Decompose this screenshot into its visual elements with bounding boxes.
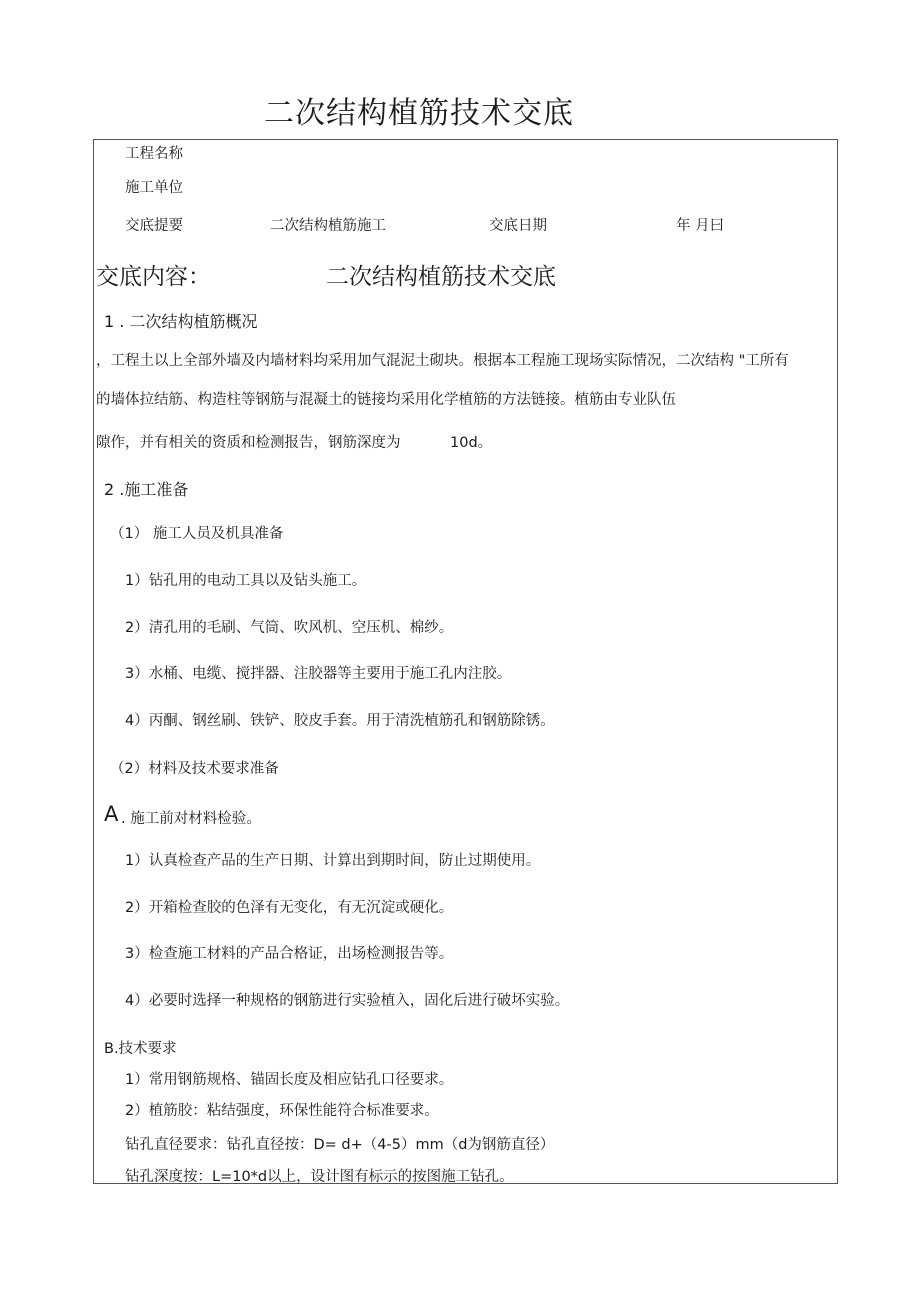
section-1-paragraph-line-3: 隙作，并有相关的资质和检测报告，钢筋深度为 xyxy=(96,435,401,451)
section-1-paragraph-line-2: 的墙体拉结筋、构造柱等钢筋与混凝土的链接均采用化学植筋的方法链接。植筋由专业队伍 xyxy=(96,392,676,408)
list-item: 4）丙酮、钢丝刷、铁铲、胶皮手套。用于清洗植筋孔和钢筋除锈。 xyxy=(125,713,555,729)
subsection-a-title: . 施工前对材料检验。 xyxy=(121,811,261,827)
project-name-label: 工程名称 xyxy=(125,146,183,162)
section-2-title: 2 .施工准备 xyxy=(104,480,189,499)
subsection-a-letter: A xyxy=(104,802,119,826)
construction-unit-label: 施工单位 xyxy=(125,180,183,196)
date-label: 交底日期 xyxy=(489,218,547,234)
content-heading: 二次结构植筋技术交底 xyxy=(326,264,556,290)
list-item: 1）钻孔用的电动工具以及钻头施工。 xyxy=(125,573,367,589)
list-item: 3）水桶、电缆、搅拌器、注胶器等主要用于施工孔内注胶。 xyxy=(125,666,512,682)
list-item: 3）检查施工材料的产品合格证，出场检测报告等。 xyxy=(125,946,454,962)
drill-depth-requirement: 钻孔深度按：L=10*d以上，设计图有标示的按图施工钻孔。 xyxy=(125,1169,514,1185)
list-item: 1）常用钢筋规格、锚固长度及相应钻孔口径要求。 xyxy=(125,1072,454,1088)
subsection-2-title: （2）材料及技术要求准备 xyxy=(110,761,279,777)
section-1-title: 1 . 二次结构植筋概况 xyxy=(104,312,258,331)
list-item: 2）清孔用的毛刷、气筒、吹风机、空压机、棉纱。 xyxy=(125,620,454,636)
list-item: 4）必要时选择一种规格的钢筋进行实验植入，固化后进行破坏实验。 xyxy=(125,993,570,1009)
summary-value: 二次结构植筋施工 xyxy=(270,218,386,234)
date-value: 年 月曰 xyxy=(676,218,725,234)
list-item: 2）开箱检查胶的色泽有无变化，有无沉淀或硬化。 xyxy=(125,900,454,916)
subsection-1-title: （1） 施工人员及机具准备 xyxy=(110,526,284,542)
drill-diameter-requirement: 钻孔直径要求：钻孔直径按：D= d+（4-5）mm（d为钢筋直径） xyxy=(125,1137,555,1153)
list-item: 1）认真检查产品的生产日期、计算出到期时间，防止过期使用。 xyxy=(125,853,541,869)
section-1-paragraph-line-1: ，工程土以上全部外墙及内墙材料均采用加气混泥土砌块。根据本工程施工现场实际情况，二次结构 "工所有 xyxy=(96,353,789,369)
summary-label: 交底提要 xyxy=(125,218,183,234)
list-item: 2）植筋胶：粘结强度，环保性能符合标准要求。 xyxy=(125,1103,439,1119)
document-title: 二次结构植筋技术交底 xyxy=(264,96,574,131)
subsection-b-title: B.技术要求 xyxy=(104,1041,177,1057)
content-label: 交底内容： xyxy=(96,264,211,290)
rebar-depth-value: 10d。 xyxy=(450,435,493,451)
